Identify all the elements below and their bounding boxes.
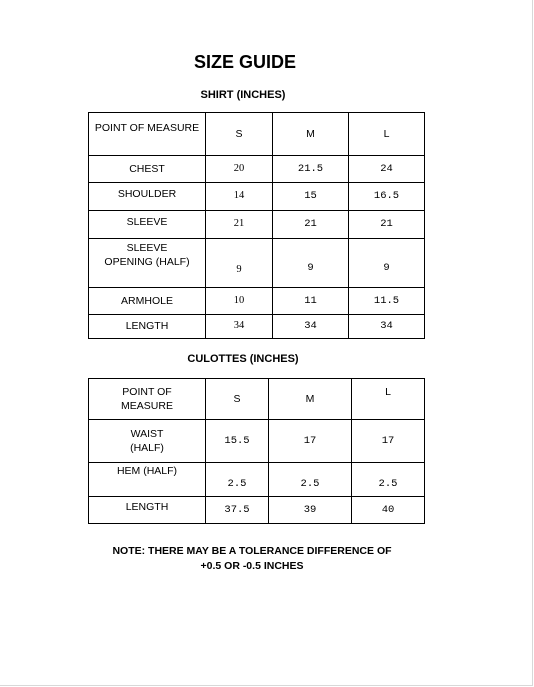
cell-m: 2.5 [269,463,352,497]
table-row [89,420,425,463]
row-label: HEM (HALF) [89,463,206,497]
row-label-line: (HALF) [130,442,164,454]
row-label-line: OPENING (HALF) [104,256,190,269]
row-label: LENGTH [89,497,206,524]
note-line: NOTE: THERE MAY BE A TOLERANCE DIFFERENCE OF [112,545,392,557]
row-label [89,239,206,288]
row-label [89,420,206,463]
row-label-line: WAIST [130,427,164,440]
cell-l: 9 [349,239,425,288]
culottes-size-table [88,378,425,524]
table-row [89,156,425,183]
table-row [89,211,425,239]
cell-s: 9 [206,239,273,288]
cell-s: 37.5 [206,497,269,524]
shirt-size-table [88,112,425,339]
header-size-l: L [349,113,425,156]
row-label: SLEEVE [89,211,206,239]
header-point-of-measure [89,379,206,420]
row-label: ARMHOLE [89,288,206,315]
cell-l: 17 [352,420,425,463]
page-title: SIZE GUIDE [193,52,296,72]
table-row [89,463,425,497]
cell-l: 2.5 [352,463,425,497]
shirt-heading: SHIRT (INCHES) [200,89,286,101]
header-label-line: MEASURE [121,400,173,412]
row-label-line: SLEEVE [126,242,168,254]
header-size-m: M [273,113,349,156]
row-label: LENGTH [89,315,206,339]
cell-s: 20 [206,156,273,183]
cell-s: 34 [206,315,273,339]
cell-s: 14 [206,183,273,211]
cell-l: 11.5 [349,288,425,315]
cell-s: 10 [206,288,273,315]
cell-m: 21 [273,211,349,239]
note-line: +0.5 OR -0.5 INCHES [200,560,304,572]
table-row [89,183,425,211]
cell-l: 40 [352,497,425,524]
header-size-m: M [269,379,352,420]
header-size-s: S [206,113,273,156]
row-label: CHEST [89,156,206,183]
cell-s: 2.5 [206,463,269,497]
table-header-row [89,379,425,420]
cell-m: 21.5 [273,156,349,183]
header-point-of-measure: POINT OF MEASURE [89,113,206,156]
cell-l: 16.5 [349,183,425,211]
table-header-row [89,113,425,156]
cell-m: 39 [269,497,352,524]
cell-m: 9 [273,239,349,288]
header-label-line: POINT OF [122,385,172,398]
cell-m: 11 [273,288,349,315]
cell-m: 34 [273,315,349,339]
table-row [89,288,425,315]
cell-m: 15 [273,183,349,211]
table-row [89,239,425,288]
culottes-heading: CULOTTES (INCHES) [187,353,299,365]
cell-s: 21 [206,211,273,239]
table-row [89,315,425,339]
cell-l: 24 [349,156,425,183]
cell-m: 17 [269,420,352,463]
header-size-s: S [206,379,269,420]
cell-l: 21 [349,211,425,239]
cell-s: 15.5 [206,420,269,463]
row-label: SHOULDER [89,183,206,211]
tolerance-note [0,544,504,574]
cell-l: 34 [349,315,425,339]
header-size-l: L [352,379,425,420]
table-row [89,497,425,524]
